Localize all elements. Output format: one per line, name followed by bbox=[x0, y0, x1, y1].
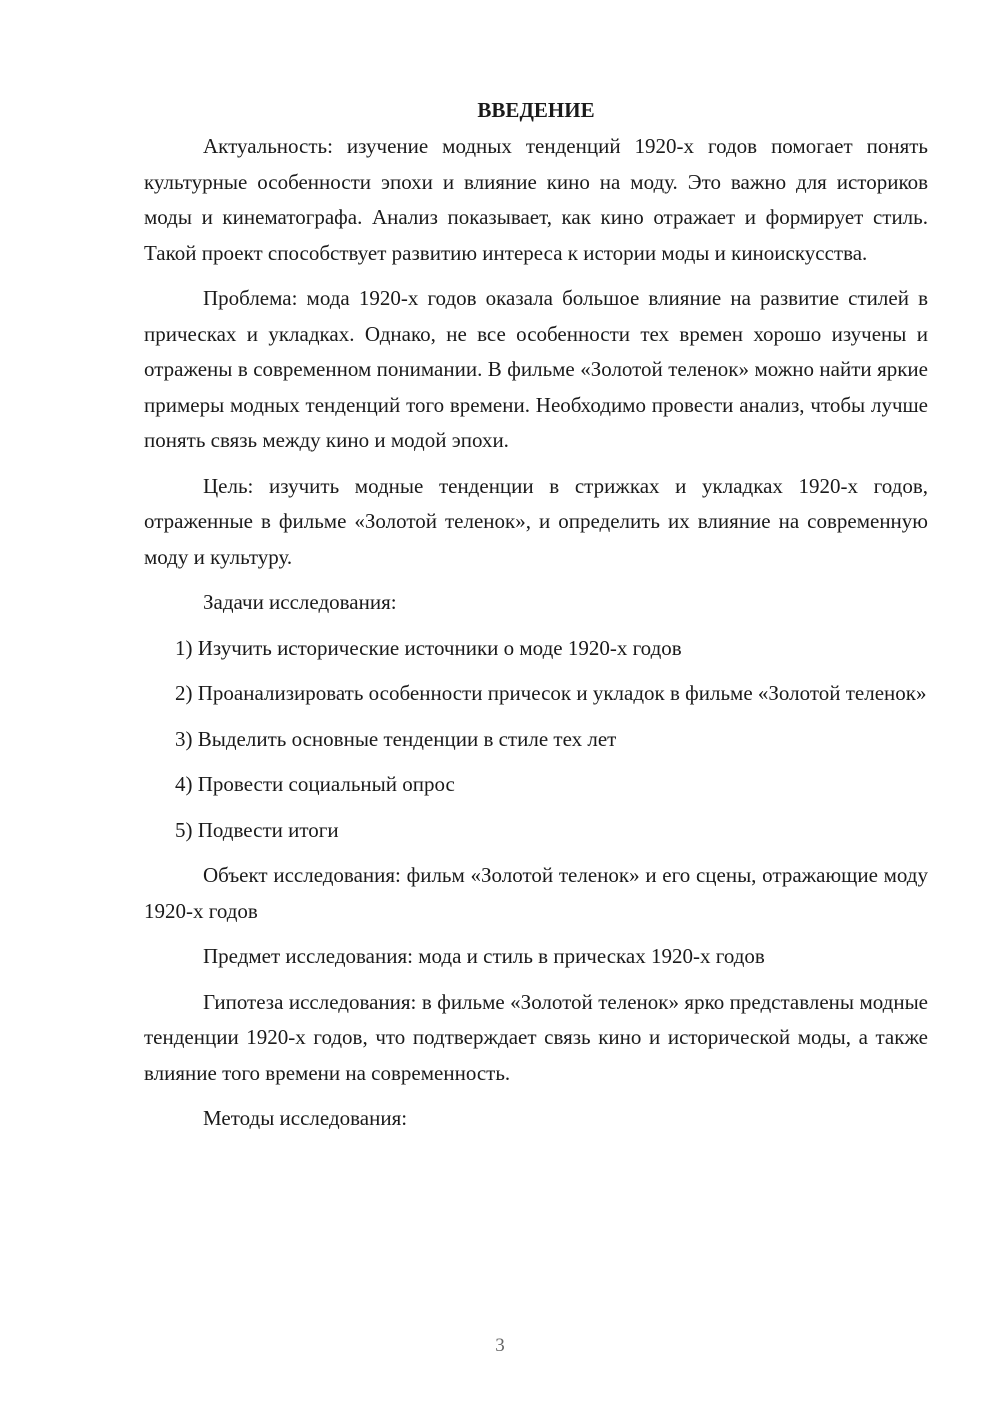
hypothesis-paragraph: Гипотеза исследования: в фильме «Золотой теленок» ярко представлены модные тенденции 1920-х годов, что подтверждает связь кино и исторической моды, а также влияние того времени на современность. bbox=[144, 989, 928, 1085]
problem-paragraph: Проблема: мода 1920-х годов оказала большое влияние на развитие стилей в прическах и укладках. Однако, не все особенности тех времен хорошо изучены и отражены в современном понимании. В фильме «Золотой теленок» можно найти яркие примеры модных тенденций того времени. Необходимо провести анализ, чтобы лучше понять связь между кино и модой эпохи. bbox=[144, 286, 928, 452]
subject-paragraph: Предмет исследования: мода и стиль в прическах 1920-х годов bbox=[203, 944, 765, 968]
task-item-2: 2) Проанализировать особенности причесок и укладок в фильме «Золотой теленок» bbox=[175, 681, 927, 705]
tasks-heading: Задачи исследования: bbox=[203, 590, 397, 614]
task-item-1: 1) Изучить исторические источники о моде 1920-х годов bbox=[175, 635, 682, 660]
task-item-5: 5) Подвести итоги bbox=[175, 817, 339, 842]
object-paragraph: Объект исследования: фильм «Золотой теленок» и его сцены, отражающие моду 1920-х годов bbox=[144, 863, 928, 923]
section-title: ВВЕДЕНИЕ bbox=[477, 98, 595, 122]
goal-paragraph: Цель: изучить модные тенденции в стрижках и укладках 1920-х годов, отраженные в фильме «Золотой теленок», и определить их влияние на современную моду и культуру. bbox=[144, 473, 928, 569]
document-page bbox=[144, 95, 928, 1147]
task-item-4: 4) Провести социальный опрос bbox=[175, 772, 455, 796]
methods-paragraph: Методы исследования: bbox=[203, 1106, 408, 1130]
task-item-3: 3) Выделить основные тенденции в стиле тех лет bbox=[175, 726, 617, 751]
page-number: 3 bbox=[495, 1335, 505, 1356]
relevance-paragraph: Актуальность: изучение модных тенденций 1920-х годов помогает понять культурные особенности эпохи и влияние кино на моду. Это важно для историков моды и кинематографа. Анализ показывает, как кино отражает и формирует стиль. Такой проект способствует развитию интереса к истории моды и киноискусства. bbox=[144, 134, 928, 265]
